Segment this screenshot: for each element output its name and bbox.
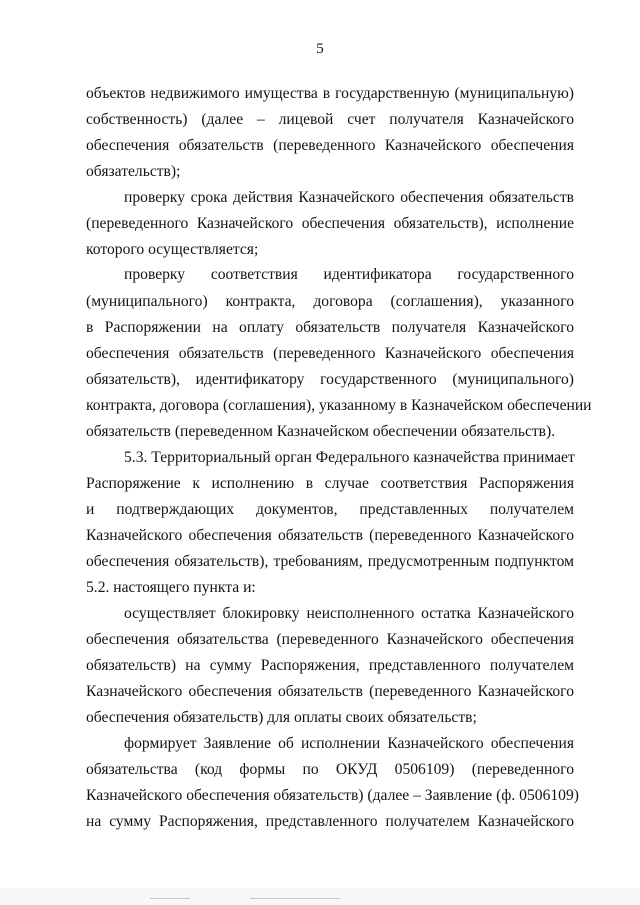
text-line: обязательств (переведенном Казначейском обеспечении обязательств).: [86, 423, 556, 440]
text-line: Казначейского обеспечения обязательств) (далее – Заявление (ф. 0506109): [86, 787, 579, 804]
text-line: обеспечения обязательств) для оплаты своих обязательств;: [86, 709, 477, 726]
text-line: обязательства (код формы по ОКУД 0506109) (переведенного: [86, 761, 574, 778]
text-line: которого осуществляется;: [86, 241, 259, 258]
text-line: формирует Заявление об исполнении Казначейского обеспечения: [124, 735, 574, 752]
text-line: контракта, договора (соглашения), указанному в Казначейском обеспечении: [86, 397, 592, 414]
text-line: обязательств), идентификатору государственного (муниципального): [86, 371, 574, 388]
text-line: обеспечения обязательства (переведенного Казначейского обеспечения: [86, 631, 574, 648]
text-line: осуществляет блокировку неисполненного остатка Казначейского: [124, 605, 574, 622]
text-line: проверку соответствия идентификатора государственного: [124, 266, 574, 283]
text-line: объектов недвижимого имущества в государственную (муниципальную): [86, 85, 574, 102]
text-line: обязательств);: [86, 163, 181, 180]
page-number: 5: [316, 41, 324, 57]
text-line: обязательств) на сумму Распоряжения, представленного получателем: [86, 657, 574, 674]
scan-bottom-edge: [0, 888, 640, 905]
text-line: на сумму Распоряжения, представленного получателем Казначейского: [86, 813, 574, 830]
text-line: собственность) (далее – лицевой счет получателя Казначейского: [86, 111, 574, 128]
text-line: (муниципального) контракта, договора (соглашения), указанного: [86, 293, 574, 310]
text-line: (переведенного Казначейского обеспечения обязательств), исполнение: [86, 215, 574, 232]
text-line: обеспечения обязательств), требованиям, предусмотренным подпунктом: [86, 553, 574, 570]
text-line: Казначейского обеспечения обязательств (переведенного Казначейского: [86, 683, 574, 700]
scan-artifact: [250, 898, 340, 899]
text-line: обеспечения обязательств (переведенного Казначейского обеспечения: [86, 137, 574, 154]
text-line: Казначейского обеспечения обязательств (переведенного Казначейского: [86, 527, 574, 544]
text-line: Распоряжение к исполнению в случае соответствия Распоряжения: [86, 475, 574, 492]
text-line: и подтверждающих документов, представленных получателем: [86, 501, 574, 518]
scan-artifact: [150, 898, 190, 899]
text-line: проверку срока действия Казначейского обеспечения обязательств: [124, 189, 574, 206]
text-line: обеспечения обязательств (переведенного Казначейского обеспечения: [86, 345, 574, 362]
text-line: в Распоряжении на оплату обязательств получателя Казначейского: [86, 319, 574, 336]
text-line: 5.2. настоящего пункта и:: [86, 579, 256, 596]
text-line: 5.3. Территориальный орган Федерального казначейства принимает: [124, 449, 575, 466]
